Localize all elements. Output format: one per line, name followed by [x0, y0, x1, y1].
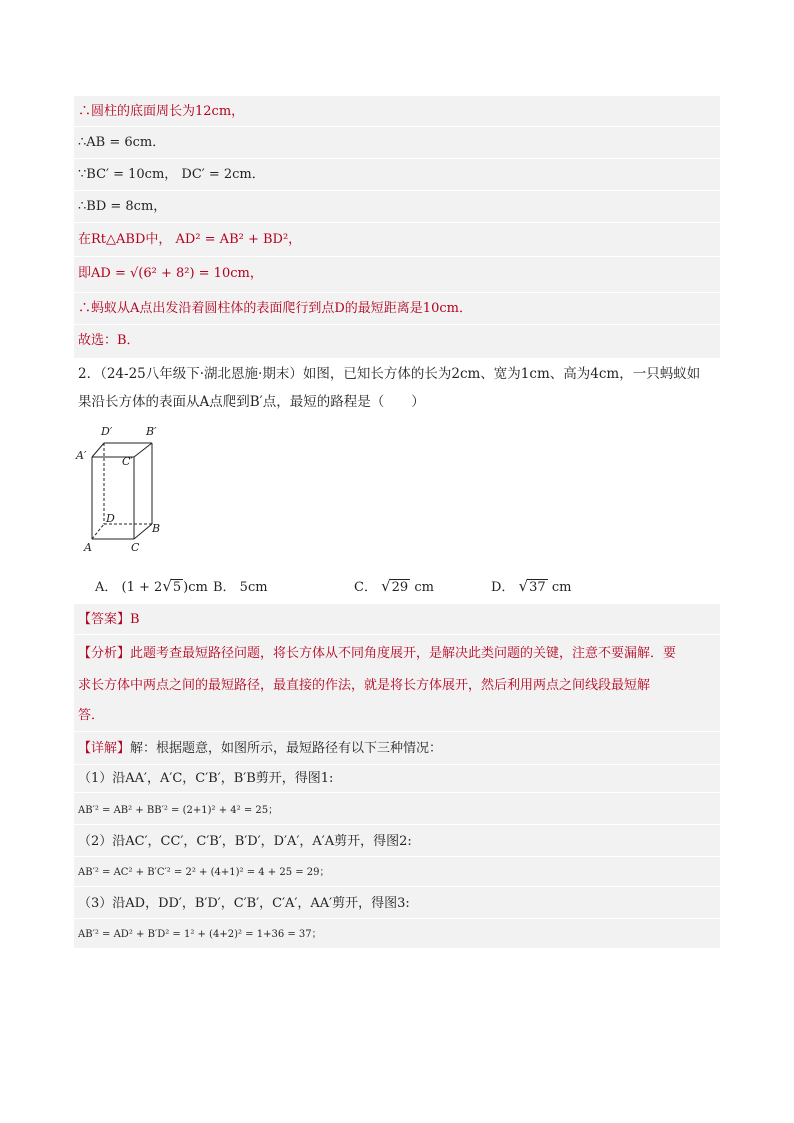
solution-band-top — [74, 96, 720, 358]
question-line-1 — [78, 365, 700, 383]
separator — [74, 126, 720, 127]
separator — [74, 256, 720, 257]
option-a[interactable] — [95, 576, 208, 595]
analysis-line-2: 求长方体中两点之间的最短路径，最直接的作法，就是将长方体展开，然后利用两点之间线段最短解 — [78, 678, 651, 693]
case-2: （2）沿AC′，CC′，C′B′，B′D′，D′A′，A′A剪开，得图2: — [78, 834, 412, 849]
label-D: D — [106, 512, 115, 525]
separator — [74, 918, 720, 919]
analysis-line-3: 答． — [78, 708, 105, 723]
label-B: B — [152, 522, 161, 535]
option-a-post: )cm — [183, 580, 208, 595]
option-a-pre: (1 + 2 — [121, 580, 163, 595]
question-line-2: 果沿长方体的表面从A点爬到B′点，最短的路程是（ ） — [78, 394, 425, 410]
detail-label: 【详解】 — [78, 741, 131, 756]
option-c-radicand: 29 — [391, 580, 409, 595]
separator — [74, 292, 720, 293]
solution-line-4: ∴BD = 8cm， — [78, 199, 167, 214]
analysis-line-1 — [78, 645, 676, 663]
separator — [74, 634, 720, 635]
detail-intro-text: 解：根据题意，如图所示，最短路径有以下三种情况： — [130, 741, 443, 756]
solution-line-1: ∴圆柱的底面周长为12cm， — [78, 104, 245, 119]
sqrt-icon: √ — [518, 577, 529, 595]
solution-line-6: 即AD = √(6² + 8²) = 10cm， — [78, 266, 263, 281]
option-a-letter: A． — [95, 580, 118, 595]
case-3-equation: AB′² = AD² + B′D² = 1² + (4+2)² = 1+36 = 37； — [78, 929, 322, 940]
separator — [74, 222, 720, 223]
separator — [74, 824, 720, 825]
solution-line-5: 在Rt△ABD中， AD² = AB² + BD²， — [78, 232, 302, 247]
question-number: 2． — [78, 366, 101, 382]
option-a-radicand: 5 — [172, 580, 182, 595]
label-D1: D′ — [101, 425, 113, 438]
separator — [74, 764, 720, 765]
question-source: （24-25八年级下·湖北恩施·期末） — [100, 366, 303, 382]
separator — [74, 792, 720, 793]
label-C: C — [131, 541, 140, 554]
case-3: （3）沿AD，DD′，B′D′，C′B′，C′A′，AA′剪开，得图3: — [78, 896, 410, 911]
separator — [74, 324, 720, 325]
option-d-radicand: 37 — [529, 580, 546, 595]
option-c-letter: C． — [354, 580, 377, 595]
separator — [74, 886, 720, 887]
label-A1: A′ — [76, 449, 87, 462]
separator — [74, 731, 720, 732]
answer-line — [78, 611, 140, 629]
label-B1: B′ — [146, 425, 157, 438]
analysis-text-1: 此题考查最短路径问题，将长方体从不同角度展开，是解决此类问题的关键，注意不要漏解．要 — [130, 646, 677, 661]
analysis-label: 【分析】 — [78, 646, 131, 661]
solution-line-2: ∴AB = 6cm． — [78, 135, 166, 150]
label-A: A — [84, 541, 92, 554]
label-C1: C′ — [122, 455, 133, 468]
question-text-1: 如图，已知长方体的长为2cm、宽为1cm、高为4cm，一只蚂蚁如 — [302, 366, 701, 382]
answer-label: 【答案】 — [78, 612, 131, 627]
option-b[interactable]: B． 5cm — [213, 580, 268, 595]
sqrt-icon: √ — [162, 577, 172, 595]
detail-intro — [78, 740, 442, 758]
separator — [74, 856, 720, 857]
option-d[interactable] — [491, 576, 571, 595]
case-2-equation: AB′² = AC² + B′C′² = 2² + (4+1)² = 4 + 25 = 29； — [78, 867, 330, 878]
case-1-equation: AB′² = AB² + BB′² = (2+1)² + 4² = 25； — [78, 805, 279, 816]
solution-line-7: ∴蚂蚁从A点出发沿着圆柱体的表面爬行到点D的最短距离是10cm． — [78, 301, 472, 316]
separator — [74, 190, 720, 191]
case-1: （1）沿AA′，A′C，C′B′，B′B剪开，得图1: — [78, 771, 334, 786]
cuboid-figure — [74, 420, 164, 555]
answer-value: B — [130, 612, 140, 627]
option-d-letter: D． — [491, 580, 515, 595]
option-c-unit: cm — [414, 580, 434, 595]
solution-line-8: 故选：B． — [78, 333, 140, 348]
sqrt-icon: √ — [381, 577, 391, 595]
solution-line-3: ∵BC′ = 10cm， DC′ = 2cm． — [78, 167, 265, 182]
option-c[interactable] — [354, 576, 434, 595]
separator — [74, 158, 720, 159]
option-d-unit: cm — [551, 580, 572, 595]
